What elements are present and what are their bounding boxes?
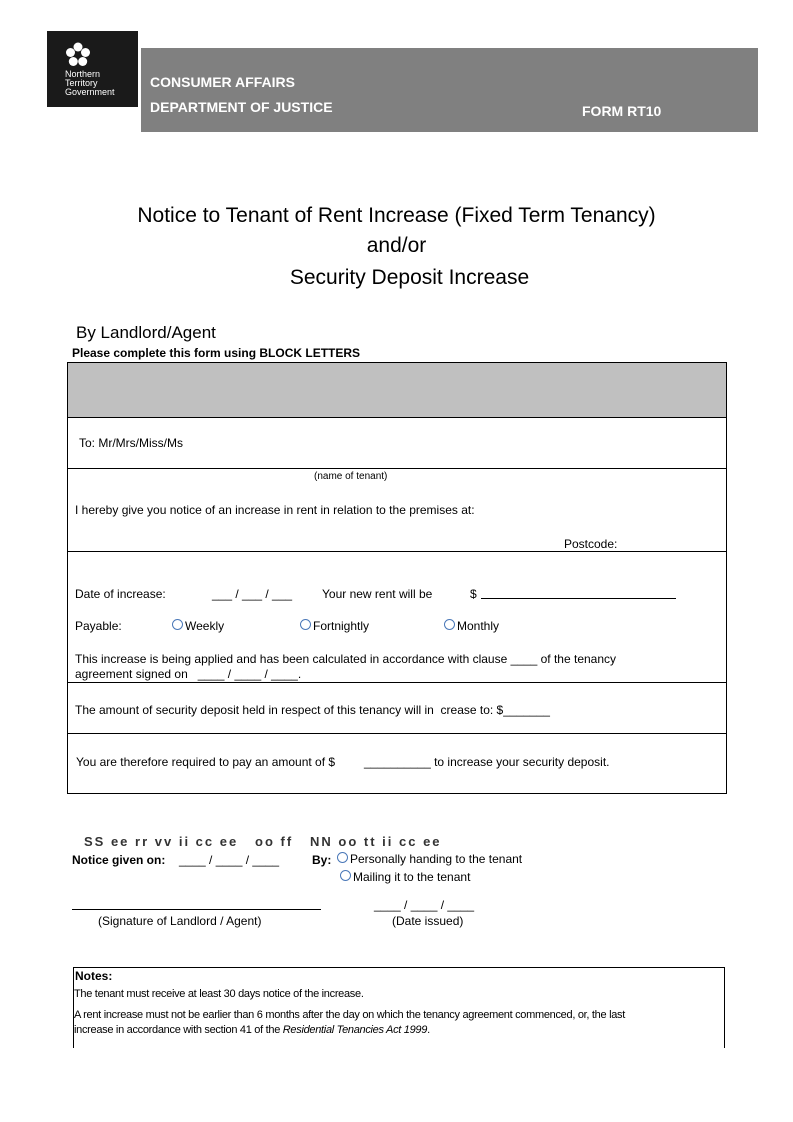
subtitle: By Landlord/Agent	[76, 323, 216, 342]
signature-field[interactable]	[72, 909, 321, 910]
payable-label: Payable:	[75, 619, 122, 633]
option-label: Mailing it to the tenant	[353, 870, 471, 884]
form-box	[67, 362, 727, 794]
note-text: .	[427, 1024, 430, 1036]
service-of-notice-heading: SS ee rr vv ii cc ee oo ff NN oo tt ii cc ee	[84, 834, 442, 849]
notice-given-date-field[interactable]: ____ / ____ / ____	[179, 853, 280, 867]
method-personal-option[interactable]	[337, 852, 522, 866]
agency-name: CONSUMER AFFAIRS	[150, 74, 295, 90]
clause-text-line-1: This increase is being applied and has been calculated in accordance with clause ____ of the tenancy	[75, 652, 617, 666]
by-label: By:	[312, 853, 332, 867]
option-label: Personally handing to the tenant	[350, 852, 523, 866]
new-rent-label: Your new rent will be	[322, 587, 433, 601]
note-1: The tenant must receive at least 30 days notice of the increase.	[74, 988, 364, 1000]
payable-weekly-option[interactable]	[172, 619, 224, 633]
title-line-1: Notice to Tenant of Rent Increase (Fixed Term Tenancy)	[137, 204, 656, 227]
logo-text-line: Territory	[65, 78, 98, 88]
logo-text-line: Government	[65, 87, 115, 97]
radio-icon[interactable]	[340, 870, 351, 881]
notice-given-label: Notice given on:	[72, 853, 166, 867]
date-issued-field[interactable]: ____ / ____ / ____	[374, 898, 475, 912]
pay-amount-text: You are therefore required to pay an amount of $	[76, 755, 336, 769]
note-2-line-1: A rent increase must not be earlier than 6 months after the day on which the tenancy agreement commenced, or, the last	[74, 1009, 625, 1021]
dollar-sign: $	[470, 587, 477, 601]
radio-icon[interactable]	[172, 619, 183, 630]
form-number: FORM RT10	[582, 103, 662, 119]
radio-icon[interactable]	[337, 852, 348, 863]
postcode-label: Postcode:	[564, 537, 618, 551]
option-label: Weekly	[185, 619, 225, 633]
form-header-band	[68, 363, 726, 417]
nt-government-logo	[47, 31, 138, 107]
divider	[67, 551, 726, 552]
date-of-increase-field[interactable]: ___ / ___ / ___	[212, 587, 293, 601]
title-line-3: Security Deposit Increase	[289, 266, 530, 289]
divider	[67, 682, 726, 683]
note-2-line-2	[74, 1024, 430, 1036]
note-text: increase in accordance with section 41 of the	[74, 1024, 283, 1036]
instructions: Please complete this form using BLOCK LETTERS	[72, 346, 361, 360]
radio-icon[interactable]	[300, 619, 311, 630]
clause-text-line-2: agreement signed on ____ / ____ / ____.	[75, 667, 302, 681]
option-label: Fortnightly	[313, 619, 370, 633]
option-label: Monthly	[457, 619, 500, 633]
payable-monthly-option[interactable]	[444, 619, 499, 633]
title-line-2: and/or	[366, 234, 427, 257]
to-label: To: Mr/Mrs/Miss/Ms	[79, 436, 183, 450]
radio-icon[interactable]	[444, 619, 455, 630]
method-mail-option[interactable]	[340, 870, 470, 884]
flower-emblem-icon	[65, 42, 91, 68]
new-rent-field[interactable]	[481, 598, 676, 599]
signature-caption: (Signature of Landlord / Agent)	[98, 914, 262, 928]
premises-text: I hereby give you notice of an increase in rent in relation to the premises at:	[75, 503, 475, 517]
department-name: DEPARTMENT OF JUSTICE	[150, 99, 333, 115]
tenant-name-caption: (name of tenant)	[314, 471, 388, 482]
pay-amount-field[interactable]: __________ to increase your security deposit.	[364, 755, 610, 769]
logo-text-line: Northern	[65, 69, 101, 79]
deposit-text: The amount of security deposit held in respect of this tenancy will in crease to: $_______	[75, 703, 550, 717]
date-of-increase-label: Date of increase:	[75, 587, 166, 601]
notes-heading: Notes:	[75, 969, 113, 983]
header-banner	[141, 48, 758, 132]
divider	[67, 417, 726, 418]
payable-fortnightly-option[interactable]	[300, 619, 369, 633]
divider	[67, 733, 726, 734]
act-name: Residential Tenancies Act 1999	[282, 1024, 428, 1036]
date-issued-caption: (Date issued)	[392, 914, 464, 928]
divider	[67, 468, 726, 469]
